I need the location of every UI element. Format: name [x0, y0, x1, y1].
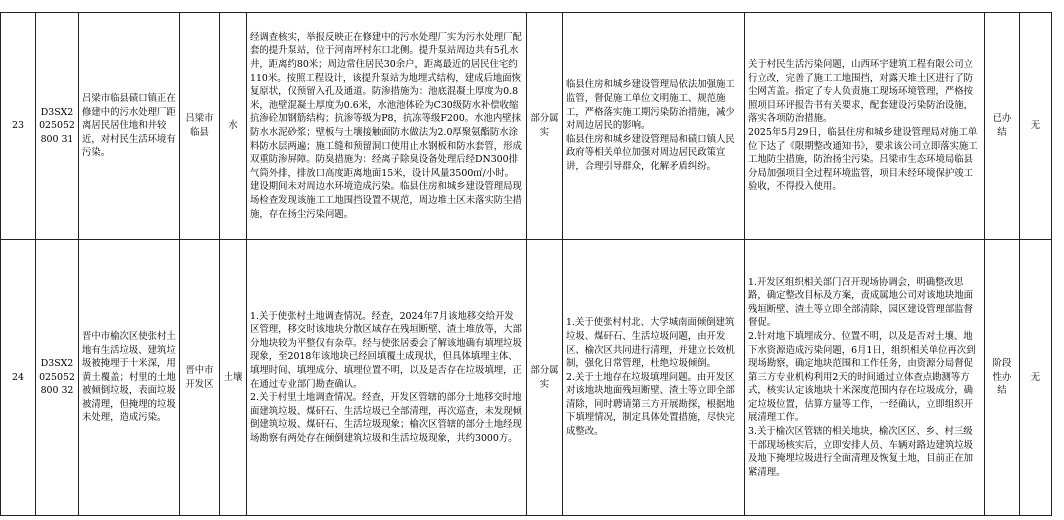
verdict: 部分属实: [527, 13, 563, 240]
case-table: [0, 12, 1052, 516]
administrative-area: 晋中市开发区: [180, 240, 220, 516]
complaint-content: 吕梁市临县碛口镇正在修建中的污水处理厂距离居民居住地和井较近，对村民生活环境有污染。: [79, 13, 180, 240]
pollution-type: 水: [220, 13, 247, 240]
case-id: D3SX2025052800 31: [36, 13, 79, 240]
case-status: 阶段性办结: [985, 240, 1020, 516]
table-row: [1, 13, 1052, 240]
case-status: 已办结: [985, 13, 1020, 240]
handling-measures: 1.关于使张村村北、大学城南面倾倒建筑垃圾、煤矸石、生活垃圾问题，由开发区、榆次区共同进行清理，并建立长效机制，强化日常管理，杜绝垃圾倾倒。 2.关于土地存在垃圾填埋问题。由开发区对该地块地面残垣断壁、渣土等立即全部清除，同时聘请第三方开展勘探，根据地下填埋情况，制定具体处置措施，尽快完成整改。: [563, 240, 745, 516]
handling-measures: 临县住房和城乡建设管理局依法加强施工监管，督促施工单位文明施工、规范施工，严格落实施工期污染防治措施，减少对周边居民的影响。 临县住房和城乡建设管理局和碛口镇人民政府等相关单位加强对周边居民政策宣讲，合理引导群众，化解矛盾纠纷。: [563, 13, 745, 240]
investigation-result: 经调查核实，举报反映正在修建中的污水处理厂实为污水处理厂配套的提升泵站，位于河南坪村东口北侧。提升泵站周边共有5孔水井，距离约80米；周边常住居民30余户，距离最近的居民住宅约110米。按照工程设计，该提升泵站为地埋式结构，建成后地面恢复原状，仅预留入孔及通道。防渗措施为：池底混凝土厚度为0.8米，池壁混凝土厚度为0.6米，水池池体砼为C30级防水补偿收缩抗渗砼加钢筋结构；抗渗等级为P8，抗冻等级F200。水池内壁抹防水水泥砂浆；壁板与土壤接触面防水做法为2.0厚聚氨酯防水涂料防水层两遍；施工缝和预留洞口使用止水钢板和防水套管，形成双重防渗屏障。防臭措施为：经离子除臭设备处理后经DN300排气筒外排，排放口高度距离地面15米，设计风量3500㎡/小时。建设期间未对周边水环境造成污染。临县住房和城乡建设管理局现场检查发现该施工工地围挡设置不规范，周边堆土区未落实防尘措施，存在扬尘污染问题。: [247, 13, 527, 240]
table-row: [1, 240, 1052, 516]
row-index: 23: [1, 13, 36, 240]
rectification-progress: 1.开发区组织相关部门召开现场协调会，明确整改思路，确定整改目标及方案，责成属地公司对该地块地面残垣断壁、渣土等立即全部清除，园区建设管理部监督督促。 2.针对地下填埋成分、位置不明，以及是否对土壤、地下水资源造成污染问题，6月1日，组织相关单位再次到现场勘察，确定地块范围和工作任务，由资源分局督促第三方专业机构利用2天的时间通过立体查点勘测等方式，核实认定该地块十米深度范围内存在垃圾成分，确定垃圾位置，估算方量等工作，一经确认，立即组织开展清理工作。 3.关于榆次区管辖的相关地块，榆次区区、乡、村三级干部现场核实后，立即安排人员、车辆对路边建筑垃圾及地下掩埋垃圾进行全面清理及恢复土地，目前正在加紧清理。: [745, 240, 985, 516]
verdict: 部分属实: [527, 240, 563, 516]
investigation-result: 1.关于使张村土地调查情况。经查，2024年7月该地移交给开发区管理，移交时该地块分散区域存在残垣断壁、渣土堆放等，大部分地块较为平整仅有杂草。经与使张居委会了解该地确有填埋垃圾现象，至2018年该地块已经回填覆土成现状，但具体填埋主体、填埋时间、填埋成分、填埋位置不明，以及是否存在垃圾填埋，正在通过专业部门勘查确认。 2.关于村里土地调查情况。经查，开发区管辖的部分土地移交时地面建筑垃圾、煤矸石、生活垃圾已全部清理，再次巡查，未发现倾倒建筑垃圾、煤矸石、生活垃圾现象；榆次区管辖的部分土地经现场勘察有两处存在倾倒建筑垃圾和生活垃圾现象，共约3000方。: [247, 240, 527, 516]
administrative-area: 吕梁市临县: [180, 13, 220, 240]
accountability: 无: [1020, 13, 1052, 240]
complaint-content: 晋中市榆次区使张村土地有生活垃圾、建筑垃圾被掩埋于十米深，用黄土覆盖；村里的土地被倾倒垃圾，表面垃圾被清理，但掩埋的垃圾未处理，造成污染。: [79, 240, 180, 516]
case-id: D3SX2025052800 32: [36, 240, 79, 516]
row-index: 24: [1, 240, 36, 516]
pollution-type: 土壤: [220, 240, 247, 516]
rectification-progress: 关于村民生活污染问题，山西环宇建筑工程有限公司立行立改，完善了施工工地围挡，对露天堆土区进行了防尘网苫盖。指定了专人负责施工现场环境管理，严格按照项目环评报告书有关要求，配套建设污染防治设施，落实各项防治措施。 2025年5月29日，临县住房和城乡建设管理局对施工单位下达了《限期整改通知书》，要求该公司立即落实施工工地防尘措施，防治扬尘污染。吕梁市生态环境局临县分局加强项目全过程环境监管，项目未经环境保护竣工验收，不得投入使用。: [745, 13, 985, 240]
accountability: 无: [1020, 240, 1052, 516]
